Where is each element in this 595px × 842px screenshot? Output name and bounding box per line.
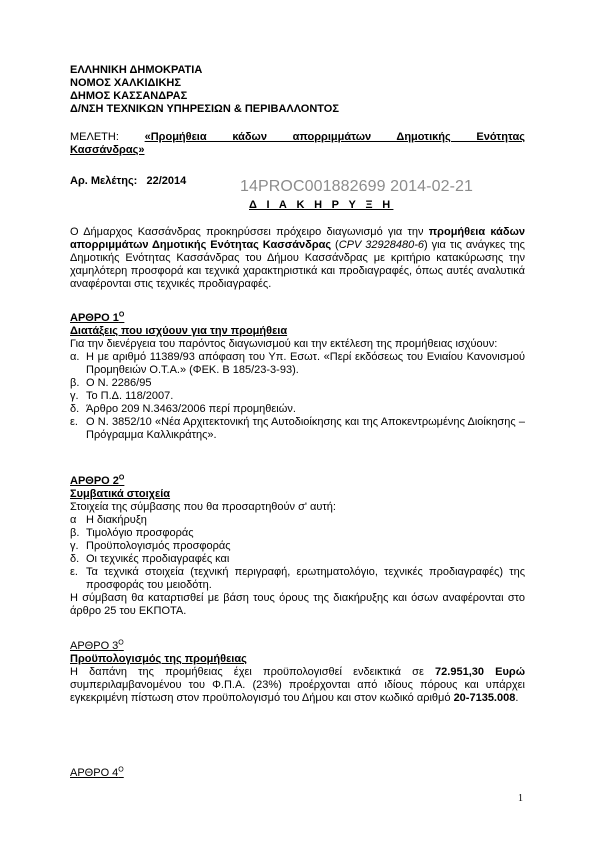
header-line-republic: ΕΛΛΗΝΙΚΗ ΔΗΜΟΚΡΑΤΙΑ bbox=[70, 64, 203, 76]
list-item: β. Ο Ν. 2286/95 bbox=[70, 377, 152, 389]
study-title-line2: Κασσάνδρας» bbox=[70, 144, 145, 156]
registry-stamp: 14PROC001882699 2014-02-21 bbox=[240, 178, 473, 195]
declaration-title: Δ Ι Α Κ Η Ρ Υ Ξ Η bbox=[249, 199, 394, 211]
article-1-lead: Για την διενέργεια του παρόντος διαγωνισμού και την εκτέλεση της προμήθειας ισχύουν: bbox=[70, 338, 498, 350]
list-item: δ. Οι τεχνικές προδιαγραφές και bbox=[70, 553, 230, 565]
intro-text-3: ) για τις ανάγκες της Δημοτικής Ενότητας Κασσάνδρας του Δήμου Κασσάνδρας με κριτήριο κατακύρωσης την χαμηλότερη προσφορά και τεχνικά χαρακτηριστικά και προδιαγραφές, όπως αυτές αναλυτικά αναφέρονται στις τεχνικές προδιαγραφές. bbox=[70, 239, 525, 290]
intro-text-1: Ο Δήμαρχος Κασσάνδρας προκηρύσσει πρόχειρο διαγωνισμό για την bbox=[70, 226, 429, 238]
article-4 bbox=[70, 767, 525, 780]
list-item: ε. Τα τεχνικά στοιχεία (τεχνική περιγραφή, ερωτηματολόγιο, τεχνικές προδιαγραφές) της προσφοράς του μειοδότη. bbox=[70, 566, 525, 591]
intro-paragraph bbox=[70, 226, 525, 291]
list-item: γ. Το Π.Δ. 118/2007. bbox=[70, 390, 174, 402]
article-4-heading: ΑΡΘΡΟ $4^O$ bbox=[70, 766, 124, 779]
list-item: δ. Άρθρο 209 Ν.3463/2006 περί προμηθειών. bbox=[70, 403, 296, 415]
article-3-heading: ΑΡΘΡΟ $3^O$ bbox=[70, 639, 124, 652]
list-item: γ. Προϋπολογισμός προσφοράς bbox=[70, 540, 231, 552]
article-3 bbox=[70, 640, 525, 705]
header-line-directorate: Δ/ΝΣΗ ΤΕΧΝΙΚΩΝ ΥΠΗΡΕΣΙΩΝ & ΠΕΡΙΒΑΛΛΟΝΤΟΣ bbox=[70, 103, 339, 115]
article-2-subtitle: Συμβατικά στοιχεία bbox=[70, 488, 171, 500]
article-2-heading: ΑΡΘΡΟ $2^O$ bbox=[70, 474, 125, 487]
budget-amount: 72.951,30 Ευρώ bbox=[435, 666, 525, 678]
header-line-prefecture: ΝΟΜΟΣ ΧΑΛΚΙΔΙΚΗΣ bbox=[70, 77, 181, 89]
article-2-closing: Η σύμβαση θα καταρτισθεί με βάση τους όρους της διακήρυξης και όσων αναφέρονται στο άρθρο 25 του ΕΚΠΟΤΑ. bbox=[70, 592, 525, 617]
article-3-body: Η δαπάνη της προμήθειας έχει προϋπολογισθεί ενδεικτικά σε 72.951,30 Ευρώ συμπεριλαμβανομένου του Φ.Π.Α. (23%) προέρχονται από ιδίους πόρους και υπάρχει εγκεκριμένη πίστωση στον προϋπολογισμό του Δήμου και στον κωδικό αριθμό 20-7135.008. bbox=[70, 666, 525, 704]
article-2 bbox=[70, 475, 525, 618]
article-1-subtitle: Διατάξεις που ισχύουν για την προμήθεια bbox=[70, 325, 288, 337]
header-line-municipality: ΔΗΜΟΣ ΚΑΣΣΑΝΔΡΑΣ bbox=[70, 90, 188, 102]
study-number-label: Αρ. Μελέτης: bbox=[70, 175, 138, 187]
intro-text-2: ( bbox=[331, 239, 339, 251]
article-2-lead: Στοιχεία της σύμβασης που θα προσαρτηθούν σ' αυτή: bbox=[70, 501, 336, 513]
intro-cpv: CPV 32928480-6 bbox=[338, 239, 425, 251]
study-number-value: 22/2014 bbox=[146, 175, 187, 187]
list-item: α. Η με αριθμό 11389/93 απόφαση του Υπ. Εσωτ. «Περί εκδόσεως του Ενιαίου Κανονισμού Προμηθειών Ο.Τ.Α.» (ΦΕΚ. Β 185/23-3-93). bbox=[70, 351, 525, 376]
intro-subject: προμήθεια κάδων απορριμμάτων Δημοτικής Ενότητας Κασσάνδρας bbox=[70, 226, 525, 251]
page-number: 1 bbox=[518, 793, 523, 804]
list-item: ε. Ο Ν. 3852/10 «Νέα Αρχιτεκτονική της Αυτοδιοίκησης και της Αποκεντρωμένης Διοίκησης – Πρόγραμμα Καλλικράτης». bbox=[70, 416, 525, 441]
article-1 bbox=[70, 312, 525, 442]
study-label: ΜΕΛΕΤΗ: bbox=[70, 131, 119, 143]
article-3-subtitle: Προϋπολογισμός της προμήθειας bbox=[70, 653, 247, 665]
article-1-heading: ΑΡΘΡΟ $1^O$ bbox=[70, 311, 125, 324]
list-item: β. Τιμολόγιο προσφοράς bbox=[70, 527, 194, 539]
study-title-line1: «Προμήθεια κάδων απορριμμάτων Δημοτικής Ενότητας bbox=[144, 131, 525, 143]
list-item: α Η διακήρυξη bbox=[70, 514, 147, 526]
study-title-block bbox=[70, 131, 525, 157]
budget-code: 20-7135.008 bbox=[453, 692, 516, 704]
issuer-header bbox=[70, 64, 525, 116]
